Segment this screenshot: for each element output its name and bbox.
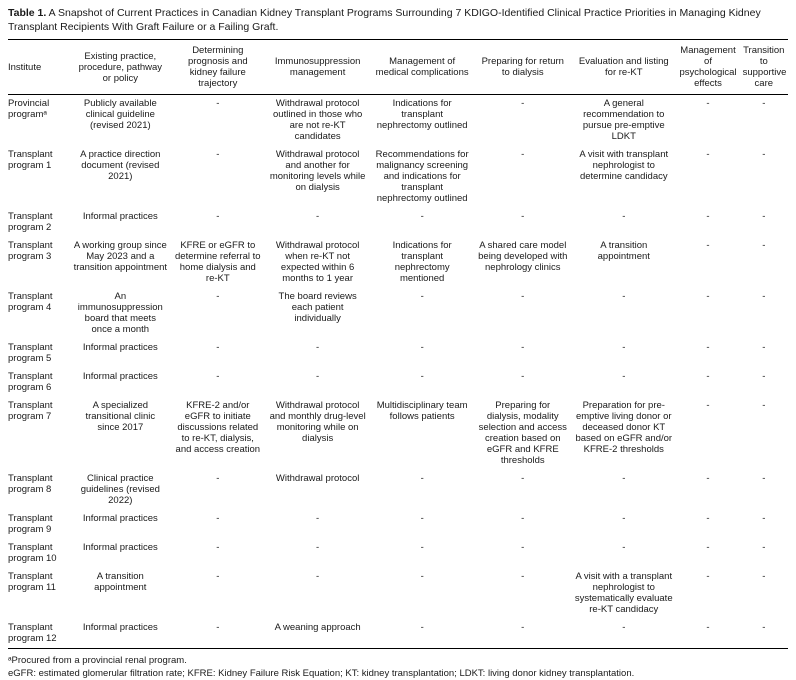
table-cell: - [420, 371, 424, 382]
table-cell: - [216, 149, 220, 160]
table-cell: - [762, 98, 766, 109]
table-cell: - [420, 342, 424, 353]
table-cell: A transition appointment [94, 571, 147, 593]
table-cell: - [521, 542, 525, 553]
table-cell: - [316, 542, 320, 553]
table-cell: - [762, 622, 766, 633]
table-cell: A weaning approach [274, 622, 361, 633]
paper-table-page [8, 7, 788, 680]
table-cell: Withdrawal protocol [275, 473, 360, 484]
table-cell: Informal practices [82, 513, 158, 524]
table-cell: KFRE-2 and/or eGFR to initiate discussions related to re-KT, dialysis, and access creation [175, 400, 261, 455]
table-cell: Withdrawal protocol when re-KT not expected within 6 months to 1 year [275, 240, 360, 284]
column-header: Management of medical complications [370, 40, 475, 95]
table-cell: - [706, 211, 710, 222]
table-cell: - [706, 98, 710, 109]
table-cell: - [706, 149, 710, 160]
table-cell: - [521, 622, 525, 633]
table-cell: - [216, 513, 220, 524]
table-row [8, 568, 788, 619]
table-cell: - [420, 571, 424, 582]
institute-cell: Transplant program 5 [8, 342, 53, 364]
table-cell: Informal practices [82, 371, 158, 382]
table-cell: - [706, 371, 710, 382]
table-cell: - [216, 371, 220, 382]
table-cell: - [521, 211, 525, 222]
table-cell: - [622, 542, 626, 553]
table-cell: - [762, 240, 766, 251]
table-cell: Recommendations for malignancy screening and indications for transplant nephrectomy outlined [375, 149, 469, 204]
table-cell: Informal practices [82, 342, 158, 353]
table-cell: A practice direction document (revised 2021) [80, 149, 161, 182]
table-cell: - [316, 513, 320, 524]
institute-cell: Transplant program 12 [8, 622, 57, 644]
table-cell: - [521, 571, 525, 582]
table-cell: - [216, 211, 220, 222]
table-cell: - [762, 542, 766, 553]
table-cell: Withdrawal protocol outlined in those who are not re-KT candidates [273, 98, 363, 142]
table-cell: - [521, 342, 525, 353]
table-cell: A shared care model being developed with nephrology clinics [478, 240, 568, 273]
table-caption [8, 7, 788, 34]
table-cell: The board reviews each patient individually [278, 291, 357, 324]
column-header: Institute [8, 40, 70, 95]
table-cell: A visit with a transplant nephrologist to systematically evaluate re-KT candidacy [574, 571, 673, 615]
table-row [8, 510, 788, 539]
table-cell: Withdrawal protocol and monthly drug-level monitoring while on dialysis [269, 400, 366, 444]
column-header: Existing practice, procedure, pathway or policy [70, 40, 170, 95]
column-header: Management of psychological effects [676, 40, 739, 95]
table-cell: Preparation for pre-emptive living donor or deceased donor KT based on eGFR and/or KFRE-2 thresholds [575, 400, 673, 455]
table-cell: - [762, 571, 766, 582]
table-row [8, 288, 788, 339]
table-row [8, 368, 788, 397]
table-cell: - [622, 513, 626, 524]
table-cell: - [316, 571, 320, 582]
column-header: Immunosuppression management [265, 40, 370, 95]
table-cell: Indications for transplant nephrectomy mentioned [392, 240, 452, 284]
table-cell: - [216, 291, 220, 302]
table-cell: - [216, 542, 220, 553]
table-cell: Informal practices [82, 622, 158, 633]
table-cell: - [420, 211, 424, 222]
table-row [8, 397, 788, 470]
table-row [8, 95, 788, 147]
table-cell: - [706, 571, 710, 582]
table-cell: Clinical practice guidelines (revised 2022) [80, 473, 160, 506]
institute-cell: Transplant program 11 [8, 571, 56, 593]
column-header: Evaluation and listing for re-KT [571, 40, 676, 95]
table-cell: - [706, 513, 710, 524]
table-cell: - [762, 400, 766, 411]
table-cell: An immunosuppression board that meets once a month [77, 291, 163, 335]
table-cell: - [316, 371, 320, 382]
footnote-abbreviations: eGFR: estimated glomerular filtration rate; KFRE: Kidney Failure Risk Equation; KT: kidney transplantation; LDKT: living donor kidney transplantation. [8, 668, 635, 679]
table-cell: - [706, 542, 710, 553]
table-cell: - [316, 211, 320, 222]
table-row [8, 539, 788, 568]
table-cell: - [521, 371, 525, 382]
table-row [8, 619, 788, 649]
table-cell: - [521, 149, 525, 160]
table-cell: - [622, 291, 626, 302]
institute-cell: Transplant program 7 [8, 400, 53, 422]
table-cell: - [316, 342, 320, 353]
table-cell: - [762, 291, 766, 302]
table-row [8, 470, 788, 510]
table-cell: - [622, 342, 626, 353]
table-cell: - [706, 291, 710, 302]
table-cell: Publicly available clinical guideline (revised 2021) [83, 98, 157, 131]
column-header: Determining prognosis and kidney failure trajectory [170, 40, 265, 95]
table-cell: Withdrawal protocol and another for monitoring levels while on dialysis [269, 149, 366, 193]
footnote-procured: ᵃProcured from a provincial renal program. [8, 655, 187, 666]
table-cell: - [216, 473, 220, 484]
table-cell: - [706, 342, 710, 353]
table-cell: - [622, 473, 626, 484]
table-cell: - [622, 371, 626, 382]
table-cell: - [762, 513, 766, 524]
table-header [8, 40, 788, 95]
table-row [8, 339, 788, 368]
table-cell: - [762, 342, 766, 353]
table-cell: - [420, 542, 424, 553]
table-cell: - [216, 342, 220, 353]
table-cell: - [706, 400, 710, 411]
table-cell: A working group since May 2023 and a transition appointment [73, 240, 168, 273]
table-cell: - [762, 211, 766, 222]
footnotes-section [8, 655, 788, 680]
table-cell: Informal practices [82, 542, 158, 553]
institute-cell: Transplant program 8 [8, 473, 53, 495]
institute-cell: Provincial programᵃ [8, 98, 50, 120]
table-cell: - [420, 473, 424, 484]
table-cell: - [706, 622, 710, 633]
institute-cell: Transplant program 4 [8, 291, 53, 313]
table-cell: - [521, 98, 525, 109]
institute-cell: Transplant program 1 [8, 149, 53, 171]
table-cell: - [622, 211, 626, 222]
table-cell: Indications for transplant nephrectomy outlined [376, 98, 468, 131]
column-header: Preparing for return to dialysis [474, 40, 571, 95]
table-cell: A visit with transplant nephrologist to determine candidacy [579, 149, 669, 182]
table-row [8, 237, 788, 288]
institute-cell: Transplant program 2 [8, 211, 53, 233]
practices-table [8, 39, 788, 649]
institute-cell: Transplant program 9 [8, 513, 53, 535]
table-cell: - [216, 98, 220, 109]
table-cell: - [706, 240, 710, 251]
table-cell: - [622, 622, 626, 633]
table-cell: - [216, 622, 220, 633]
table-cell: A specialized transitional clinic since 2017 [85, 400, 156, 433]
table-cell: Preparing for dialysis, modality selection and access creation based on eGFR and KFRE thresholds [478, 400, 567, 466]
header-row [8, 40, 788, 95]
table-cell: - [521, 513, 525, 524]
table-cell: Multidisciplinary team follows patients [376, 400, 468, 422]
table-cell: - [762, 149, 766, 160]
table-cell: A transition appointment [597, 240, 650, 262]
table-row [8, 146, 788, 208]
institute-cell: Transplant program 10 [8, 542, 57, 564]
table-cell: - [420, 622, 424, 633]
table-cell: - [420, 513, 424, 524]
table-cell: A general recommendation to pursue pre-emptive LDKT [582, 98, 665, 142]
table-row [8, 208, 788, 237]
table-cell: - [706, 473, 710, 484]
table-caption-label: Table 1. [8, 7, 47, 19]
institute-cell: Transplant program 6 [8, 371, 53, 393]
table-cell: - [762, 371, 766, 382]
table-cell: - [216, 571, 220, 582]
table-caption-text: A Snapshot of Current Practices in Canadian Kidney Transplant Programs Surrounding 7 KDIGO-Identified Clinical Practice Priorities in Managing Kidney Transplant Recipients With Graft Failure or a Failing Graft. [8, 7, 761, 33]
table-cell: KFRE or eGFR to determine referral to home dialysis and re-KT [175, 240, 261, 284]
table-body [8, 95, 788, 649]
table-cell: - [762, 473, 766, 484]
table-cell: - [521, 473, 525, 484]
table-cell: Informal practices [82, 211, 158, 222]
column-header: Transition to supportive care [740, 40, 788, 95]
table-cell: - [420, 291, 424, 302]
institute-cell: Transplant program 3 [8, 240, 53, 262]
table-cell: - [521, 291, 525, 302]
